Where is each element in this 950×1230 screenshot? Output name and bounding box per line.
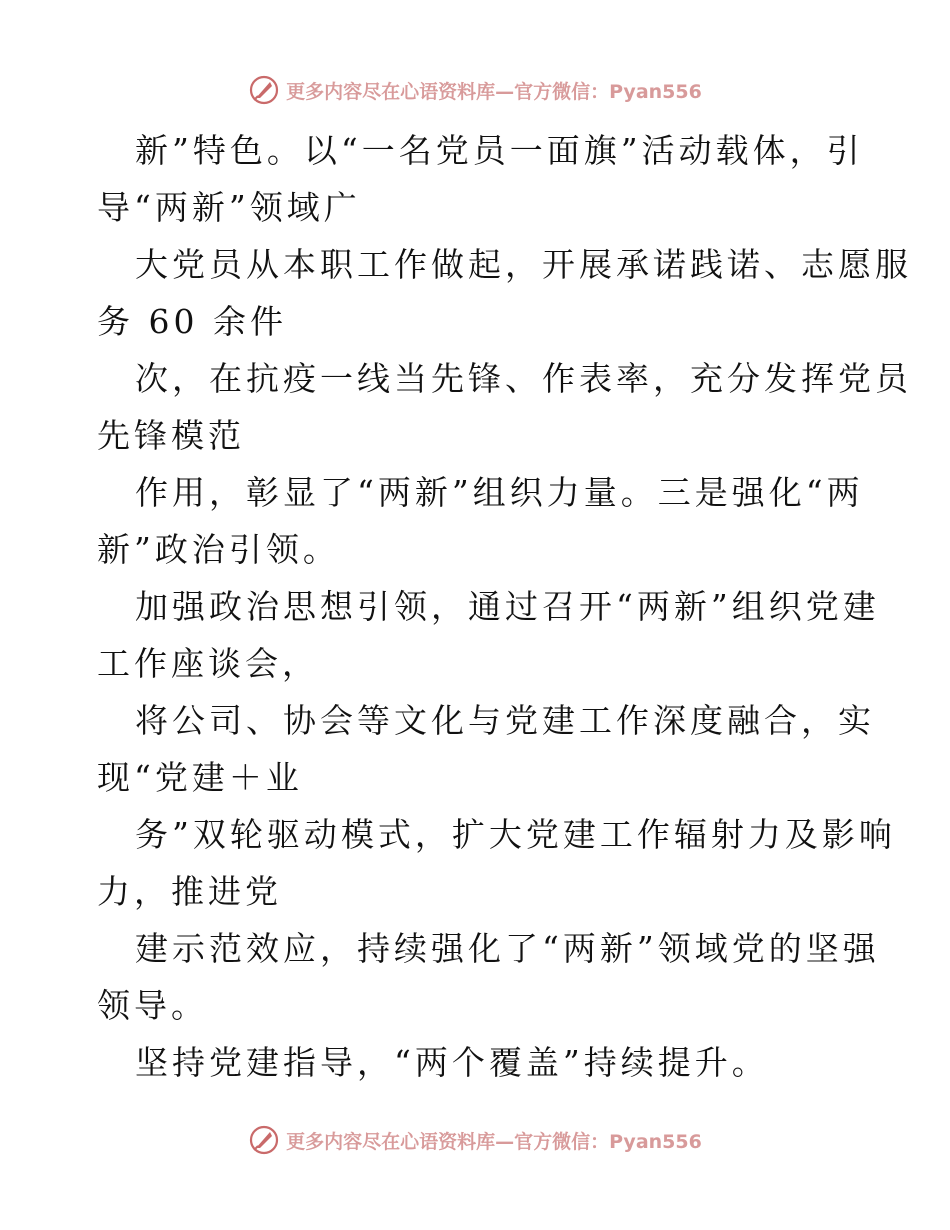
- paragraph-line: 将公司、协会等文化与党建工作深度融合，实: [135, 701, 875, 740]
- paragraph-line: 新”政治引领。: [97, 530, 340, 569]
- paragraph-line: 新”特色。以“一名党员一面旗”活动载体，引: [135, 131, 864, 170]
- paragraph-line: 导“两新”领域广: [97, 188, 361, 227]
- footer-watermark-banner: [0, 1122, 950, 1158]
- feather-pen-logo-icon: [248, 1124, 280, 1156]
- paragraph-line: 次，在抗疫一线当先锋、作表率，充分发挥党员: [135, 359, 912, 398]
- paragraph-line: 领导。: [97, 986, 208, 1025]
- paragraph-line: 建示范效应，持续强化了“两新”领域党的坚强: [135, 929, 880, 968]
- paragraph-line: 坚持党建指导，“两个覆盖”持续提升。: [135, 1043, 769, 1082]
- paragraph-line: 务”双轮驱动模式，扩大党建工作辐射力及影响: [135, 815, 896, 854]
- paragraph-line: 加强政治思想引领，通过召开“两新”组织党建: [135, 587, 880, 626]
- paragraph-line: 务 60 余件: [97, 302, 287, 341]
- paragraph-line: 作用，彰显了“两新”组织力量。三是强化“两: [135, 473, 864, 512]
- paragraph-line: 大党员从本职工作做起，开展承诺践诺、志愿服: [135, 245, 912, 284]
- header-banner-text: 更多内容尽在心语资料库—官方微信：Pyan556: [286, 80, 702, 103]
- paragraph-line: 工作座谈会，: [97, 644, 319, 683]
- paragraph-line: 先锋模范: [97, 416, 245, 455]
- paragraph-line: 现“党建＋业: [97, 758, 303, 797]
- header-watermark-banner: [0, 72, 950, 108]
- document-body: [97, 122, 912, 1091]
- feather-pen-logo-icon: [248, 74, 280, 106]
- paragraph-line: 力，推进党: [97, 872, 282, 911]
- footer-banner-text: 更多内容尽在心语资料库—官方微信：Pyan556: [286, 1130, 702, 1153]
